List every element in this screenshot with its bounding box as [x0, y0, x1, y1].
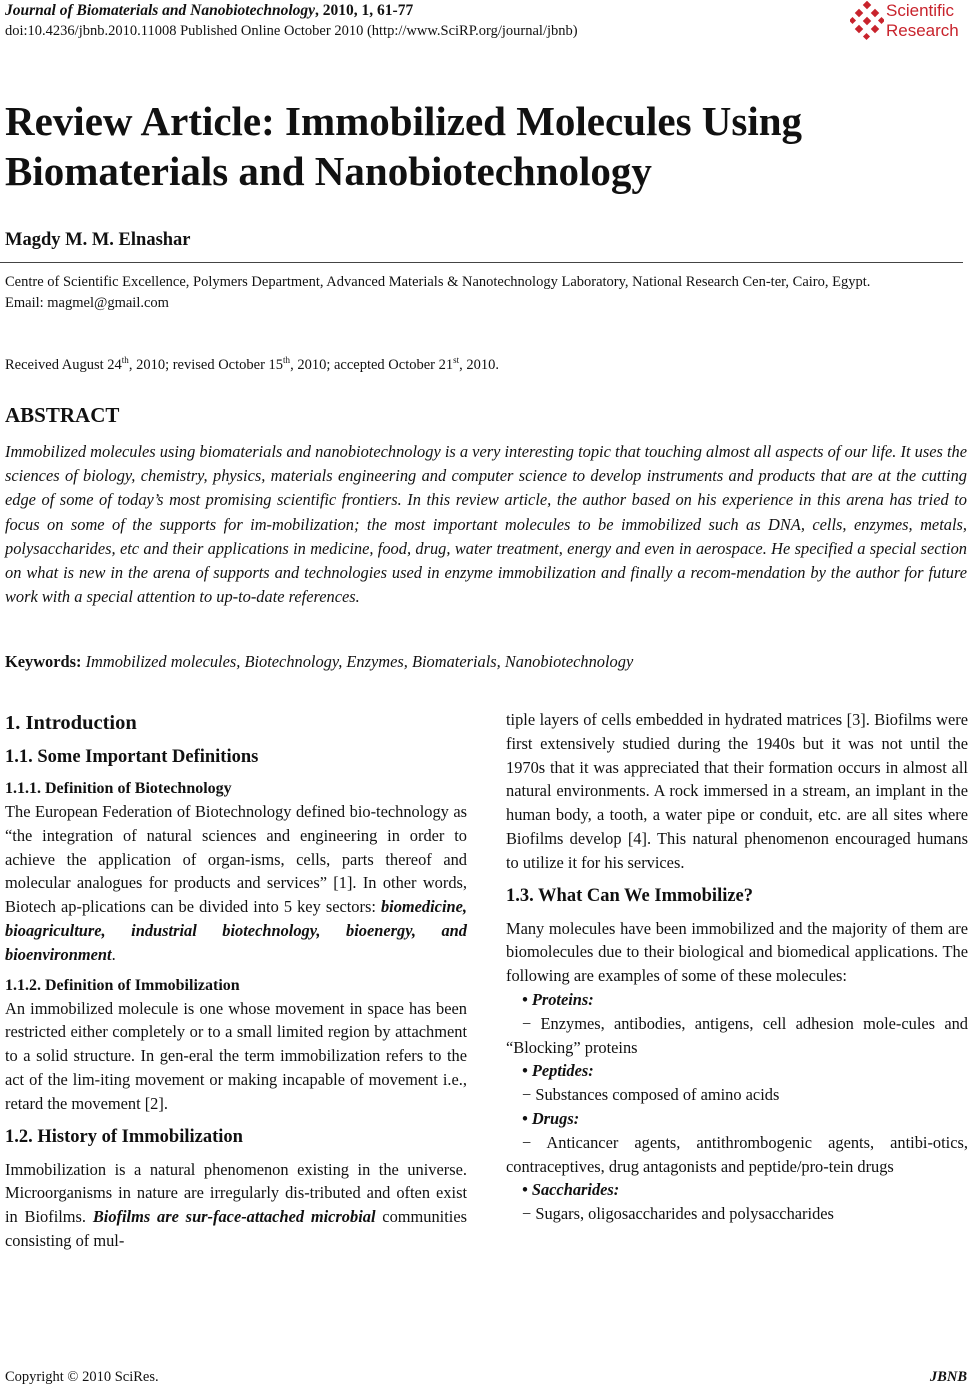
history-paragraph [5, 1158, 467, 1253]
author-email: Email: magmel@gmail.com [5, 295, 169, 311]
article-title: Review Article: Immobilized Molecules Using Biomaterials and Nanobiotechnology [5, 98, 803, 194]
author-name: Magdy M. M. Elnashar [5, 230, 191, 250]
history-emphasis: Biofilms are sur-face-attached microbial [92, 1207, 376, 1227]
section-what-heading: 1.3. What Can We Immobilize? [506, 885, 754, 906]
journal-abbreviation: JBNB [929, 1369, 967, 1385]
accepted-year: , 2010. [459, 356, 500, 373]
revised-text: , 2010; revised October 15 [128, 356, 284, 373]
biotech-end: . [111, 944, 116, 964]
biotech-sectors: biomedicine, bioagriculture, industrial biotechnology, bioenergy, and bioenvironment [5, 897, 467, 964]
copyright: Copyright © 2010 SciRes. [5, 1369, 159, 1385]
accepted-sup: st [453, 355, 460, 365]
list-item-desc: − Substances composed of amino acids [522, 1085, 780, 1105]
history-text: Immobilization is a natural phenomenon existing in the universe. Microorganisms in nature are irregularly dis-tributed and often exist in Biofilms. [5, 1159, 467, 1227]
immobilization-definition-paragraph: An immobilized molecule is one whose movement in space has been restricted either completely or to a small limited region by attachment to a solid structure. In gen-eral the term immobilization refers to the act of the lim-iting movement or making incapable of movement i.e., retard the movement [2]. [5, 998, 467, 1113]
list-item-desc: − Anticancer agents, antithrombogenic agents, antibi-otics, contraceptives, drug antagonists and peptide/pro-tein drugs [506, 1132, 968, 1176]
received-text: Received August 24 [5, 356, 122, 373]
immobilization-definition-heading: 1.1.2. Definition of Immobilization [5, 976, 240, 994]
affiliation [5, 272, 965, 314]
list-item-desc: − Enzymes, antibodies, antigens, cell adhesion mole-cules and “Blocking” proteins [506, 1013, 968, 1057]
section-definitions-heading: 1.1. Some Important Definitions [5, 747, 259, 767]
abstract-text: Immobilized molecules using biomaterials and nanobiotechnology is a very interesting topic that touching almost all aspects of our life. It uses the sciences of biology, chemistry, physics, materials engineering and computer science to develop instruments and products that are at the cutting edge of some of today’s most promising scientific frontiers. In this review article, the author based on his experience in this arena has tried to focus on some of the supports for im-mobilization; the most important molecules to be immobilized such as DNA, cells, enzymes, metals, polysaccharides, etc and their applications in medicine, food, drug, water treatment, energy and even in aerospace. He specified a special section on what is new in the arena of supports and technologies used in enzyme immobilization and finally a recom-mendation by the author for future work with a special attention to up-to-date references. [5, 442, 967, 607]
doi-line: doi:10.4236/jbnb.2010.11008 Published Online October 2010 (http://www.SciRP.org/journal/jbnb) [5, 23, 578, 39]
left-column [5, 708, 467, 1261]
list-item-label: • Drugs: [522, 1108, 580, 1128]
molecule-list [506, 988, 968, 1226]
right-column [506, 708, 968, 1226]
received-sup: th [121, 355, 129, 365]
history-end: communities consisting of mul- [5, 1207, 467, 1250]
section-introduction-heading: 1. Introduction [5, 712, 137, 734]
journal-volume: , 2010, 1, 61-77 [315, 2, 414, 19]
what-paragraph: Many molecules have been immobilized and the majority of them are biomolecules due to their biological and biomedical applications. The following are examples of some of these molecules: [506, 918, 968, 986]
logo-mark-icon [850, 1, 884, 41]
keywords-list: Immobilized molecules, Biotechnology, Enzymes, Biomaterials, Nanobiotechnology [85, 652, 634, 671]
scientific-research-logo [850, 1, 968, 43]
biotech-definition-heading: 1.1.1. Definition of Biotechnology [5, 780, 232, 797]
keywords [5, 652, 633, 672]
keywords-label: Keywords [5, 652, 77, 671]
list-item-label: • Proteins: [522, 989, 594, 1009]
accepted-text: , 2010; accepted October 21 [290, 356, 454, 373]
keywords-sep: : [76, 652, 86, 671]
biotech-text: The European Federation of Biotechnology defined bio-technology as “the integration of natural sciences and engineering in order to achieve the application of organ-isms, cells, parts thereof and molecular analogues for products and services” [1]. In other words, Biotech ap-plications can be divided into 5 key sectors: [5, 802, 467, 917]
section-history-heading: 1.2. History of Immobilization [5, 1126, 243, 1147]
author-divider [0, 262, 963, 263]
history-continued-paragraph: tiple layers of cells embedded in hydrated matrices [3]. Biofilms were first extensively studied during the 1940s but it was not until the 1970s that it was appreciated that their formation occurs in almost all natural environments. A rock immersed in a stream, an implant in the human body, a tooth, a water pipe or conduit, etc. are all sites where Biofilms develop [4]. This natural phenomenon encouraged humans to utilize it for his services. [506, 710, 968, 872]
list-item-desc: − Sugars, oligosaccharides and polysaccharides [522, 1204, 834, 1224]
abstract-heading: ABSTRACT [5, 403, 120, 427]
logo-text [886, 1, 959, 41]
logo-line-1: Scientific [886, 1, 955, 20]
list-item-label: • Peptides: [522, 1061, 594, 1081]
affiliation-text: Centre of Scientific Excellence, Polymers Department, Advanced Materials & Nanotechnology Laboratory, National Research Cen-ter, Cairo, Egypt. [5, 274, 871, 290]
received-dates [5, 355, 499, 374]
biotech-definition-paragraph [5, 800, 467, 967]
revised-sup: th [283, 355, 291, 365]
journal-title [5, 2, 413, 20]
journal-name: Journal of Biomaterials and Nanobiotechnology [5, 2, 316, 19]
logo-line-2: Research [886, 21, 959, 40]
list-item-label: • Saccharides: [522, 1180, 620, 1200]
